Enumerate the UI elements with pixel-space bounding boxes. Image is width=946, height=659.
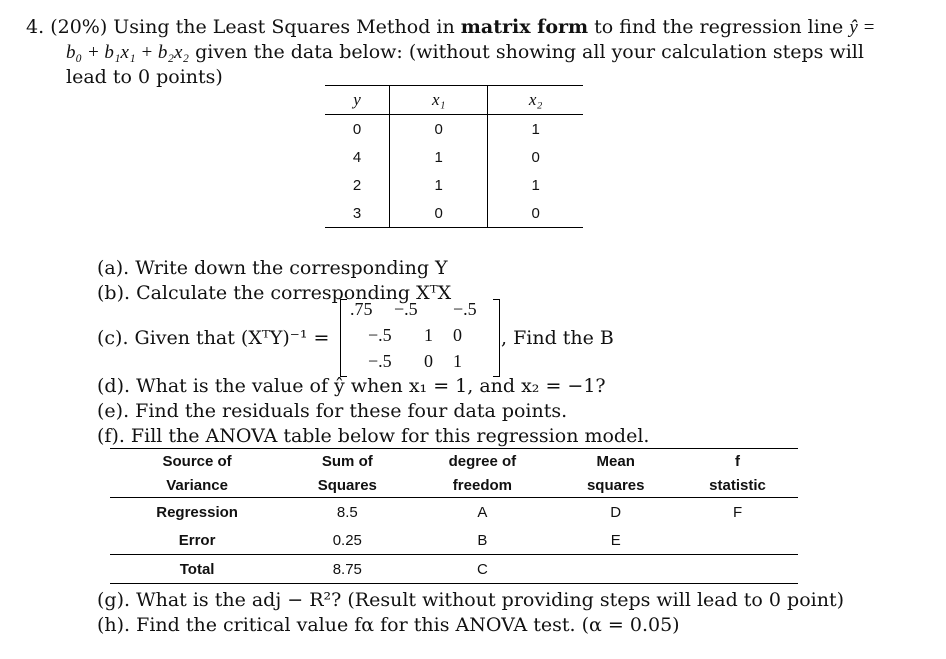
data-table [325,85,583,228]
anova-cell: D [610,503,622,521]
part-g: (g). What is the adj − R²? (Result without providing steps will lead to 0 point) [97,589,844,611]
table-row [110,498,798,527]
matrix-cell: −.5 [368,351,392,371]
question-weight: (20%) [50,16,108,38]
part-d: (d). What is the value of ŷ when x₁ = 1, and x₂ = −1? [97,375,606,397]
part-e: (e). Find the residuals for these four data points. [97,400,568,422]
table-cell: 0 [488,143,583,171]
table-cell: 1 [488,115,583,144]
anova-cell: F [732,503,743,521]
matrix-cell: −.5 [394,299,418,319]
matrix-cell: 0 [424,351,433,371]
anova-source-cell: Total [110,555,284,584]
part-c-suffix: , Find the B [501,327,614,349]
anova-cell: A [477,503,488,521]
question-line-1 [26,15,875,40]
matrix-cell: 1 [453,351,462,371]
table-cell: 0 [352,120,362,138]
anova-header-cell: f [677,449,798,474]
table-cell: 4 [352,148,362,166]
matrix-cell: 0 [453,325,462,345]
matrix-cell: .75 [350,299,373,319]
anova-table [110,448,798,584]
equation-rhs: b₀ + b₁x₁ + b₂x₂ [66,42,190,63]
matrix-right-bracket [493,299,500,377]
anova-cell: C [410,555,554,584]
part-b: (b). Calculate the corresponding XᵀX [97,282,452,304]
anova-header-row-1 [110,449,798,474]
table-row [110,526,798,555]
matrix-cell: 1 [424,325,433,345]
data-table-header [325,86,583,115]
anova-cell: B [410,526,554,555]
anova-cell: 8.75 [284,555,410,584]
anova-header-cell: Sum of [284,449,410,474]
question-intro-b: to find the regression line [594,16,844,38]
data-header-y: y [325,86,390,115]
question-line-2 [66,40,864,65]
anova-header-cell: degree of [410,449,554,474]
table-row [325,115,583,144]
part-a: (a). Write down the corresponding Y [97,257,448,279]
part-f: (f). Fill the ANOVA table below for this regression model. [97,425,650,447]
anova-header-cell: Source of [110,449,284,474]
anova-cell [554,555,677,584]
question-line-2-text: given the data below: (without showing all your calculation steps will [195,41,864,63]
question-intro-bold: matrix form [460,16,589,38]
anova-header-cell: Mean [554,449,677,474]
anova-header-cell: Variance [110,473,284,498]
table-cell: 0 [390,199,488,228]
anova-header-row-2 [110,473,798,498]
table-row [325,199,583,228]
table-cell: 1 [390,143,488,171]
table-cell: 1 [488,171,583,199]
data-header-x1: x₁ [390,86,488,115]
anova-cell [677,526,798,555]
anova-cell [677,555,798,584]
anova-source-cell: Regression [156,503,238,521]
inverse-matrix [340,299,500,377]
anova-header-cell: Squares [284,473,410,498]
table-cell: 3 [325,199,390,228]
question-number: 4. [26,16,45,38]
table-cell: 2 [352,176,362,194]
question-intro-a: Using the Least Squares Method in [113,16,455,38]
table-cell: 0 [488,199,583,228]
anova-header-cell: statistic [677,473,798,498]
question-line-3: lead to 0 points) [66,66,223,88]
equation-lhs: ŷ = [849,17,876,38]
part-h: (h). Find the critical value fα for this ANOVA test. (α = 0.05) [97,614,680,636]
part-c-prefix: (c). Given that (XᵀY)⁻¹ = [97,327,330,349]
table-row [110,555,798,584]
anova-cell: E [554,526,677,555]
data-header-x2: x₂ [488,86,583,115]
anova-source-cell: Error [110,526,284,555]
anova-cell: 8.5 [336,503,358,521]
anova-header-cell: freedom [410,473,554,498]
matrix-cell: −.5 [453,299,477,319]
matrix-left-bracket [340,299,347,377]
table-row [325,171,583,199]
anova-header-cell: squares [554,473,677,498]
table-row [325,143,583,171]
matrix-cell: −.5 [368,325,392,345]
table-cell: 1 [390,171,488,199]
anova-cell: 0.25 [284,526,410,555]
table-cell: 0 [390,115,488,144]
